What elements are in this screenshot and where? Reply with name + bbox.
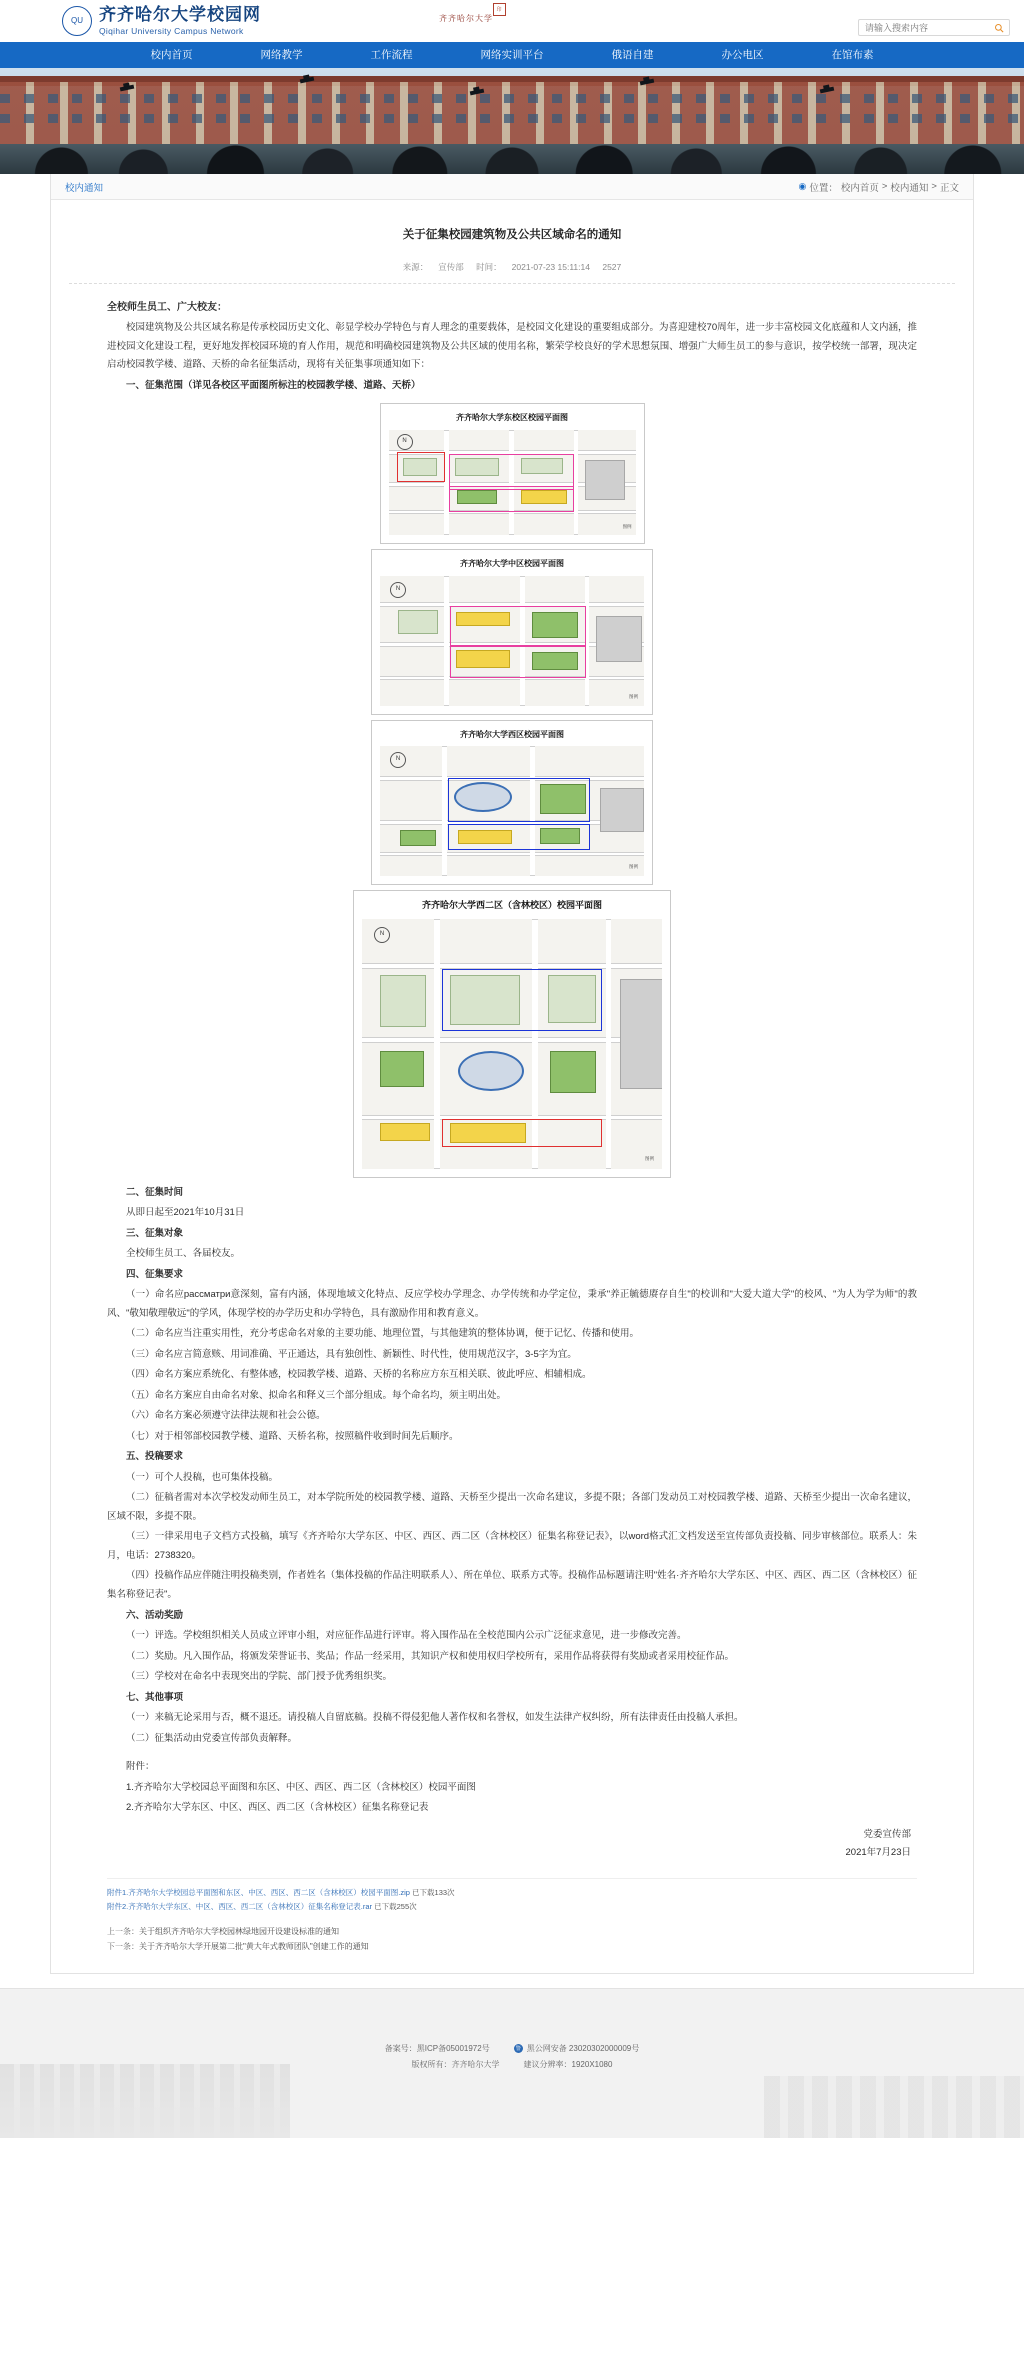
attachments-heading: 附件： <box>126 1761 155 1773</box>
site-search[interactable] <box>858 19 1010 36</box>
meta-date: 2021-07-23 15:11:14 <box>511 261 590 272</box>
footer-gov <box>514 2041 640 2057</box>
section-7-item-0: （一）来稿无论采用与否，概不退还。请投稿人自留底稿。投稿不得侵犯他人著作权和名誉权，如发生法律产权纠纷，所有法律责任由投稿人承担。 <box>126 1712 744 1724</box>
university-seal-icon: QU <box>62 6 92 36</box>
section-4-item-2: （三）命名应言简意赅、用词准确、平正通达，具有独创性、新颖性、时代性，使用规范汉字，3-5字为宜。 <box>126 1348 577 1360</box>
meta-views: 2527 <box>602 261 622 272</box>
next-label: 下一条： <box>107 1942 139 1952</box>
meta-date-label: 时间： <box>476 261 502 272</box>
nav-item-4[interactable]: 俄语自建 <box>611 49 654 61</box>
attachment-item-1: 2.齐齐哈尔大学东区、中区、西区、西二区（含林校区）征集名称登记表 <box>126 1802 429 1814</box>
section-4-item-3: （四）命名方案应系统化、有整体感，校园教学楼、道路、天桥的名称应方东互相关联、彼此呼应、相辅相成。 <box>126 1369 592 1381</box>
next-link[interactable]: 关于齐齐哈尔大学开展第二批"黄大年式教师团队"创建工作的通知 <box>139 1942 369 1952</box>
banner-window-row-1 <box>0 94 1024 103</box>
site-header <box>0 0 1024 42</box>
figure-canvas <box>380 746 644 876</box>
footer-resolution: 建议分辨率：1920X1080 <box>523 2059 613 2069</box>
figure-legend: 图例 <box>629 693 638 699</box>
attachment-file-count-1: 已下载255次 <box>374 1902 417 1912</box>
figure-west-second-campus <box>353 890 671 1178</box>
attachment-downloads <box>107 1878 917 1915</box>
section-4-item-4: （五）命名方案应自由命名对象、拟命名和释义三个部分组成。每个命名均，须主明出处。 <box>126 1389 507 1401</box>
article-body <box>51 298 973 1955</box>
prev-link[interactable]: 关于组织齐齐哈尔大学校园林绿地园开设建设标准的通知 <box>139 1927 339 1937</box>
breadcrumb-item-0[interactable]: 校内首页 <box>840 182 879 194</box>
figure-legend: 图例 <box>645 1155 654 1161</box>
intro-paragraph: 校园建筑物及公共区域名称是传承校园历史文化、彰显学校办学特色与育人理念的重要载体，是校园文化建设的重要组成部分。为喜迎建校70周年，进一步丰富校园文化底蕴和人文内涵，推进校园文化建设工程，更好地发挥校园环境的育人作用，规范和明确校园建筑物及公共区域的使用名称，繁荣学校良好的学术思想氛围、增强广大师生员工的参与意识，按学校统一部署，现决定启动校园教学楼、道路、天桥的命名征集活动，现将有关征集事项通知如下： <box>107 322 917 371</box>
section-6-item-1: （二）奖励。凡入围作品，将颁发荣誉证书、奖品；作品一经采用，其知识产权和使用权归学校所有，采用作品将获得有奖励或者采用校征作品。 <box>126 1650 735 1662</box>
attachments-block <box>107 1758 917 1818</box>
figure-title: 齐齐哈尔大学西二区（含林校区）校园平面图 <box>421 900 602 911</box>
figure-title: 齐齐哈尔大学东校区校园平面图 <box>456 413 568 423</box>
figure-central-campus <box>371 549 653 715</box>
campus-map-figures <box>107 403 917 1177</box>
footer-decor-right <box>764 2076 1024 2138</box>
location-pin-icon: ◉ <box>798 181 807 191</box>
section-6-item-2: （三）学校对在命名中表现突出的学院、部门授予优秀组织奖。 <box>126 1671 393 1683</box>
attachment-item-0: 1.齐齐哈尔大学校园总平面图和东区、中区、西区、西二区（含林校区）校园平面图 <box>126 1781 476 1793</box>
meta-source-label: 来源： <box>402 261 429 272</box>
site-logo[interactable] <box>16 6 261 37</box>
section-heading-1: 一、征集范围（详见各校区平面图所标注的校园教学楼、道路、天桥） <box>126 379 421 391</box>
footer-copyright: 版权所有：齐齐哈尔大学 <box>411 2059 500 2069</box>
nav-item-0[interactable]: 校内首页 <box>150 49 193 61</box>
nav-item-1[interactable]: 网络教学 <box>260 49 303 61</box>
signature-date: 2021年7月23日 <box>845 1846 911 1858</box>
breadcrumb: 校内通知 ◉ 位置： 校内首页 > 校内通知 > 正文 <box>51 174 973 200</box>
content-shell <box>50 174 974 1974</box>
attachment-file-row <box>107 1886 917 1900</box>
salutation: 全校师生员工、广大校友： <box>107 301 227 313</box>
signature-block <box>107 1826 917 1862</box>
compass-icon: N <box>397 434 413 450</box>
section-heading-5: 五、投稿要求 <box>126 1451 184 1463</box>
breadcrumb-item-1[interactable]: 校内通知 <box>890 182 929 194</box>
attachment-file-link-1[interactable]: 附件2.齐齐哈尔大学东区、中区、西区、西二区（含林校区）征集名称登记表.rar <box>107 1902 373 1912</box>
breadcrumb-item-2: 正文 <box>939 182 959 194</box>
section-7-item-1: （二）征集活动由党委宣传部负责解释。 <box>126 1732 298 1744</box>
figure-title: 齐齐哈尔大学中区校园平面图 <box>460 558 564 568</box>
police-seal-icon: 警 <box>515 2045 521 2052</box>
figure-canvas <box>380 576 644 706</box>
calligraphy-banner <box>420 1 512 37</box>
section-4-item-6: （七）对于相邻部校园教学楼、道路、天桥名称，按照稿件收到时间先后顺序。 <box>126 1430 459 1442</box>
section-5-item-0: （一）可个人投稿，也可集体投稿。 <box>126 1471 279 1483</box>
section-2-item-0: 从即日起至2021年10月31日 <box>126 1207 245 1219</box>
compass-icon: N <box>374 927 390 943</box>
site-title-en: Qiqihar University Campus Network <box>99 26 244 37</box>
attachment-file-link-0[interactable]: 附件1.齐齐哈尔大学校园总平面图和东区、中区、西区、西二区（含林校区）校园平面图.zip <box>107 1887 410 1897</box>
nav-item-2[interactable]: 工作流程 <box>370 49 413 61</box>
section-5-item-2: （三）一律采用电子文档方式投稿，填写《齐齐哈尔大学东区、中区、西区、西二区（含林校区）征集名称登记表》，以word格式汇文档发送至宣传部负责投稿、同步审核部位。联系人：朱月，电话：2738320。 <box>107 1531 917 1561</box>
section-heading-6: 六、活动奖励 <box>126 1609 184 1621</box>
section-5-item-1: （二）征稿者需对本次学校发动师生员工，对本学院所处的校园教学楼、道路、天桥至少提出一次命名建议，多提不限；各部门发动员工对校园教学楼、道路、天桥至少提出一次命名建议，区域不限，多提不限。 <box>107 1492 917 1522</box>
nav-item-5[interactable]: 办公电区 <box>721 49 764 61</box>
compass-icon: N <box>390 582 406 598</box>
main-nav <box>0 42 1024 68</box>
page-title: 关于征集校园建筑物及公共区域命名的通知 <box>402 228 622 241</box>
signature-org: 党委宣传部 <box>863 1828 911 1840</box>
section-heading-2: 二、征集时间 <box>126 1186 184 1198</box>
breadcrumb-section: 校内通知 <box>65 182 104 194</box>
article-meta <box>69 261 955 284</box>
figure-west-campus <box>371 720 653 886</box>
footer-decor-left <box>0 2064 290 2138</box>
section-heading-3: 三、征集对象 <box>126 1227 184 1239</box>
calligraphy-text: 齐齐哈尔大学 <box>439 14 493 24</box>
compass-icon: N <box>390 752 406 768</box>
site-title-cn: 齐齐哈尔大学校园网 <box>99 4 261 25</box>
banner-graduates <box>0 118 1024 174</box>
figure-canvas <box>362 919 662 1169</box>
footer-gov-text: 黑公网安备 23020302000009号 <box>526 2043 640 2053</box>
section-6-item-0: （一）评选。学校组织相关人员成立评审小组，对应征作品进行评审。将入围作品在全校范围内公示广泛征求意见，进一步修改完善。 <box>126 1630 687 1642</box>
section-5-item-3: （四）投稿作品应伴随注明投稿类别，作者姓名（集体投稿的作品注明联系人）、所在单位、联系方式等。投稿作品标题请注明"姓名·齐齐哈尔大学东区、中区、西区、西二区（含林校区）征集名称登记表"。 <box>107 1570 917 1600</box>
section-3-item-0: 全校师生员工、各届校友。 <box>126 1248 241 1260</box>
figure-legend: 图例 <box>629 864 638 870</box>
section-4-item-5: （六）命名方案必须遵守法律法规和社会公德。 <box>126 1410 326 1422</box>
nav-item-6[interactable]: 在馆布素 <box>831 49 874 61</box>
search-icon[interactable] <box>989 20 1009 35</box>
breadcrumb-prefix: 位置： <box>809 182 838 194</box>
search-input[interactable] <box>859 20 989 35</box>
site-footer <box>0 1988 1024 2138</box>
attachment-file-row <box>107 1900 917 1914</box>
seal-stamp-icon: 印 <box>493 3 506 16</box>
figure-canvas <box>389 430 636 535</box>
prev-label: 上一条： <box>107 1927 139 1937</box>
hero-banner <box>0 68 1024 174</box>
figure-east-campus <box>380 403 645 544</box>
figure-title: 齐齐哈尔大学西区校园平面图 <box>460 729 564 739</box>
figure-legend: 图例 <box>622 524 632 530</box>
meta-source: 宣传部 <box>438 261 464 272</box>
section-heading-7: 七、其他事项 <box>126 1691 184 1703</box>
article-pager <box>107 1924 917 1954</box>
section-4-item-0: （一）命名应рассматри意深刻，富有内涵，体现地域文化特点、反应学校办学理念、办学传统和办学定位，秉承"养正毓德赓存自生"的校训和"大爱大道大学"的校风、"为人为学为师"的教风、"敬知敬理敬远"的学风，体现学校的办学历史和办学特色，具有激励作用和教育意义。 <box>107 1289 917 1319</box>
attachment-file-count-0: 已下载133次 <box>412 1887 455 1897</box>
nav-item-3[interactable]: 网络实训平台 <box>480 49 544 61</box>
footer-icp: 备案号：黑ICP备05001972号 <box>384 2043 490 2053</box>
section-4-item-1: （二）命名应当注重实用性，充分考虑命名对象的主要功能、地理位置，与其他建筑的整体协调，便于记忆、传播和使用。 <box>126 1328 640 1340</box>
section-heading-4: 四、征集要求 <box>126 1268 184 1280</box>
